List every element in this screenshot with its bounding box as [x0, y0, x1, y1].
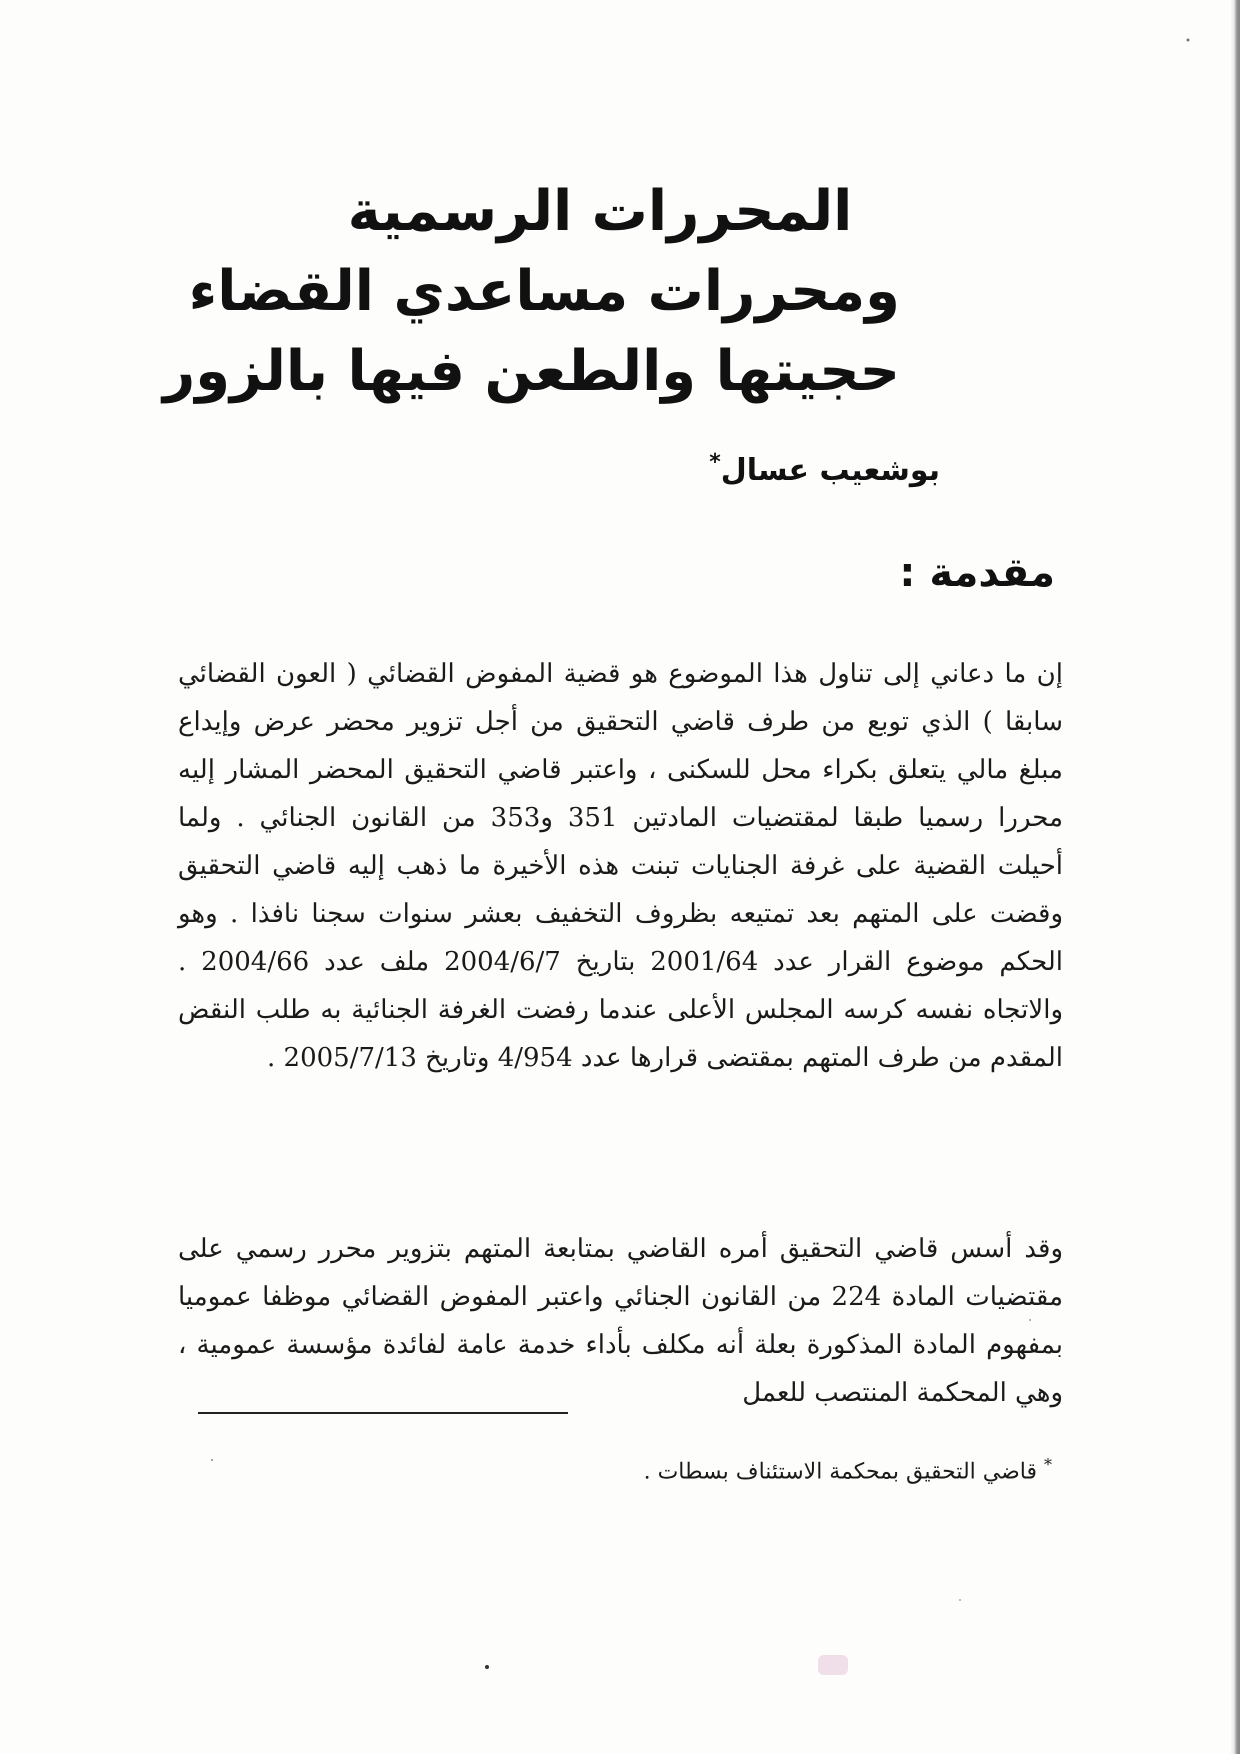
section-heading: مقدمة :: [899, 550, 1055, 596]
scan-edge-shadow: [1230, 0, 1240, 1754]
paragraph-1: [178, 650, 1063, 1082]
author-line: [440, 450, 940, 488]
footnote-separator: [198, 1412, 568, 1414]
page-dot-mark: [485, 1665, 489, 1669]
author-name: بوشعيب عسال: [720, 453, 940, 488]
title-line-2: ومحررات مساعدي القضاء: [188, 259, 900, 324]
paragraph-2: [178, 1225, 1063, 1417]
footnote: [452, 1455, 1052, 1484]
faint-stamp-mark: [818, 1655, 848, 1675]
title-line-1: المحررات الرسمية: [347, 179, 853, 244]
title-line-3: حجيتها والطعن فيها بالزور: [163, 339, 900, 404]
paragraph-2-text: وقد أسس قاضي التحقيق أمره القاضي بمتابعة المتهم بتزوير محرر رسمي على مقتضيات المادة 224 من القانون الجنائي واعتبر المفوض القضائي موظفا عموميا بمفهوم المادة المذكورة بعلة أنه مكلف بأداء خدمة عامة لفائدة مؤسسة عمومية ، وهي المحكمة المنتصب للعمل: [178, 1234, 1063, 1408]
footnote-text: قاضي التحقيق بمحكمة الاستئناف بسطات .: [643, 1459, 1037, 1485]
footnote-marker: *: [1044, 1455, 1052, 1474]
author-footnote-marker: *: [709, 450, 721, 475]
paragraph-1-text: إن ما دعاني إلى تناول هذا الموضوع هو قضية المفوض القضائي ( العون القضائي سابقا ) الذي توبع من طرف قاضي التحقيق من أجل تزوير محضر عرض وإيداع مبلغ مالي يتعلق بكراء محل للسكنى ، واعتبر قاضي التحقيق المحضر المشار إليه محررا رسميا طبقا لمقتضيات المادتين 351 و353 من القانون الجنائي . ولما أحيلت القضية على غرفة الجنايات تبنت هذه الأخيرة ما ذهب إليه قاضي التحقيق وقضت على المتهم بعد تمتيعه بظروف التخفيف بعشر سنوات سجنا نافذا . وهو الحكم موضوع القرار عدد 2001/64 بتاريخ 2004/6/7 ملف عدد 2004/66 . والاتجاه نفسه كرسه المجلس الأعلى عندما رفضت الغرفة الجنائية به طلب النقض المقدم من طرف المتهم بمقتضى قرارها عدد 4/954 وتاريخ 2005/7/13 .: [178, 659, 1064, 1073]
article-title: [163, 172, 900, 412]
